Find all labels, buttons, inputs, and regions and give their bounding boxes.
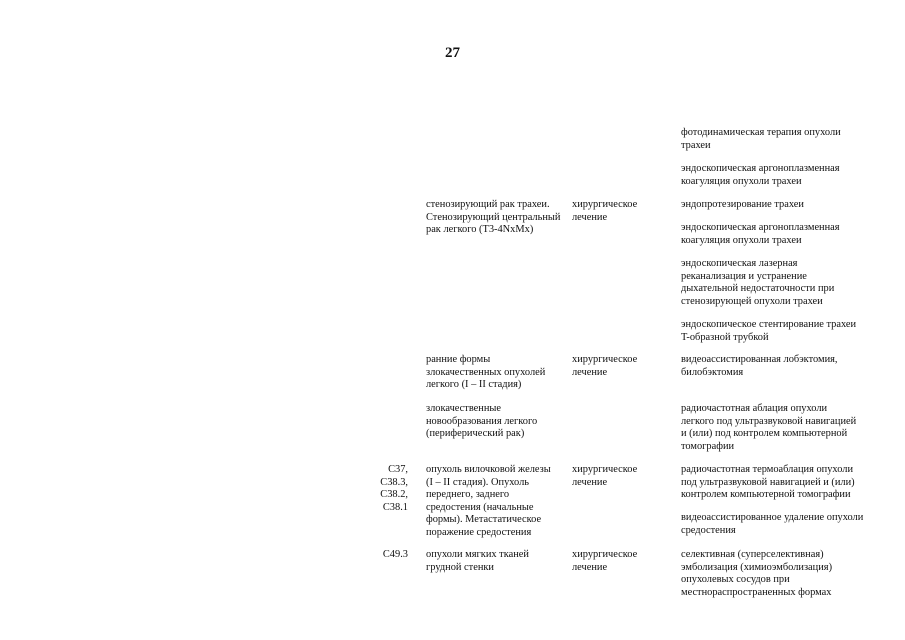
treatment-surgical: хирургическое лечение — [572, 549, 638, 573]
treatment-surgical: хирургическое лечение — [572, 464, 638, 488]
method-argon-plasma-coagulation: эндоскопическая аргоноплазменная коагуляция опухоли трахеи — [681, 163, 840, 187]
diagnosis-peripheral-lung-cancer: злокачественные новообразования легкого (периферический рак) — [426, 403, 538, 440]
method-laser-recanalization: эндоскопическая лазерная реканализация и устранение дыхательной недостаточности при стенозирующей опухоли трахеи — [681, 258, 835, 307]
diagnosis-thymus-mediastinum: опухоль вилочковой железы (I – II стадия). Опухоль переднего, заднего средостения (начальные формы). Метастатическое поражение средостения — [426, 464, 551, 538]
treatment-surgical: хирургическое лечение — [572, 354, 638, 378]
method-embolization: селективная (суперселективная) эмболизация (химиоэмболизация) опухолевых сосудов при местнораспространенных формах — [681, 549, 833, 598]
diagnosis-chest-wall-tumor: опухоли мягких тканей грудной стенки — [426, 549, 529, 573]
method-argon-plasma-coagulation: эндоскопическая аргоноплазменная коагуляция опухоли трахеи — [681, 222, 840, 246]
method-stenting: эндоскопическое стентирование трахеи T-образной трубкой — [681, 319, 857, 343]
treatment-surgical: хирургическое лечение — [572, 199, 638, 223]
diagnosis-early-lung-cancer: ранние формы злокачественных опухолей легкого (I – II стадия) — [426, 354, 546, 391]
method-endoprosthesis: эндопротезирование трахеи — [681, 199, 804, 210]
icd-codes: C49.3 — [382, 549, 408, 560]
method-photodynamic-therapy: фотодинамическая терапия опухоли трахеи — [681, 127, 841, 151]
icd-codes: C37, C38.3, C38.2, C38.1 — [380, 464, 408, 513]
page-number: 27 — [445, 45, 460, 61]
method-mediastinal-removal: видеоассистированное удаление опухоли средостения — [681, 512, 864, 536]
diagnosis-stenosing-cancer: стенозирующий рак трахеи. Стенозирующий центральный рак легкого (T3-4NxMx) — [426, 199, 561, 236]
method-rf-thermoablation: радиочастотная термоаблация опухоли под ультразвуковой навигацией и (или) контролем компьютерной томографии — [681, 464, 855, 501]
method-rf-ablation: радиочастотная аблация опухоли легкого под ультразвуковой навигацией и (или) под контролем компьютерной томографии — [681, 403, 857, 452]
method-lobectomy: видеоассистированная лобэктомия, билобэктомия — [681, 354, 838, 378]
